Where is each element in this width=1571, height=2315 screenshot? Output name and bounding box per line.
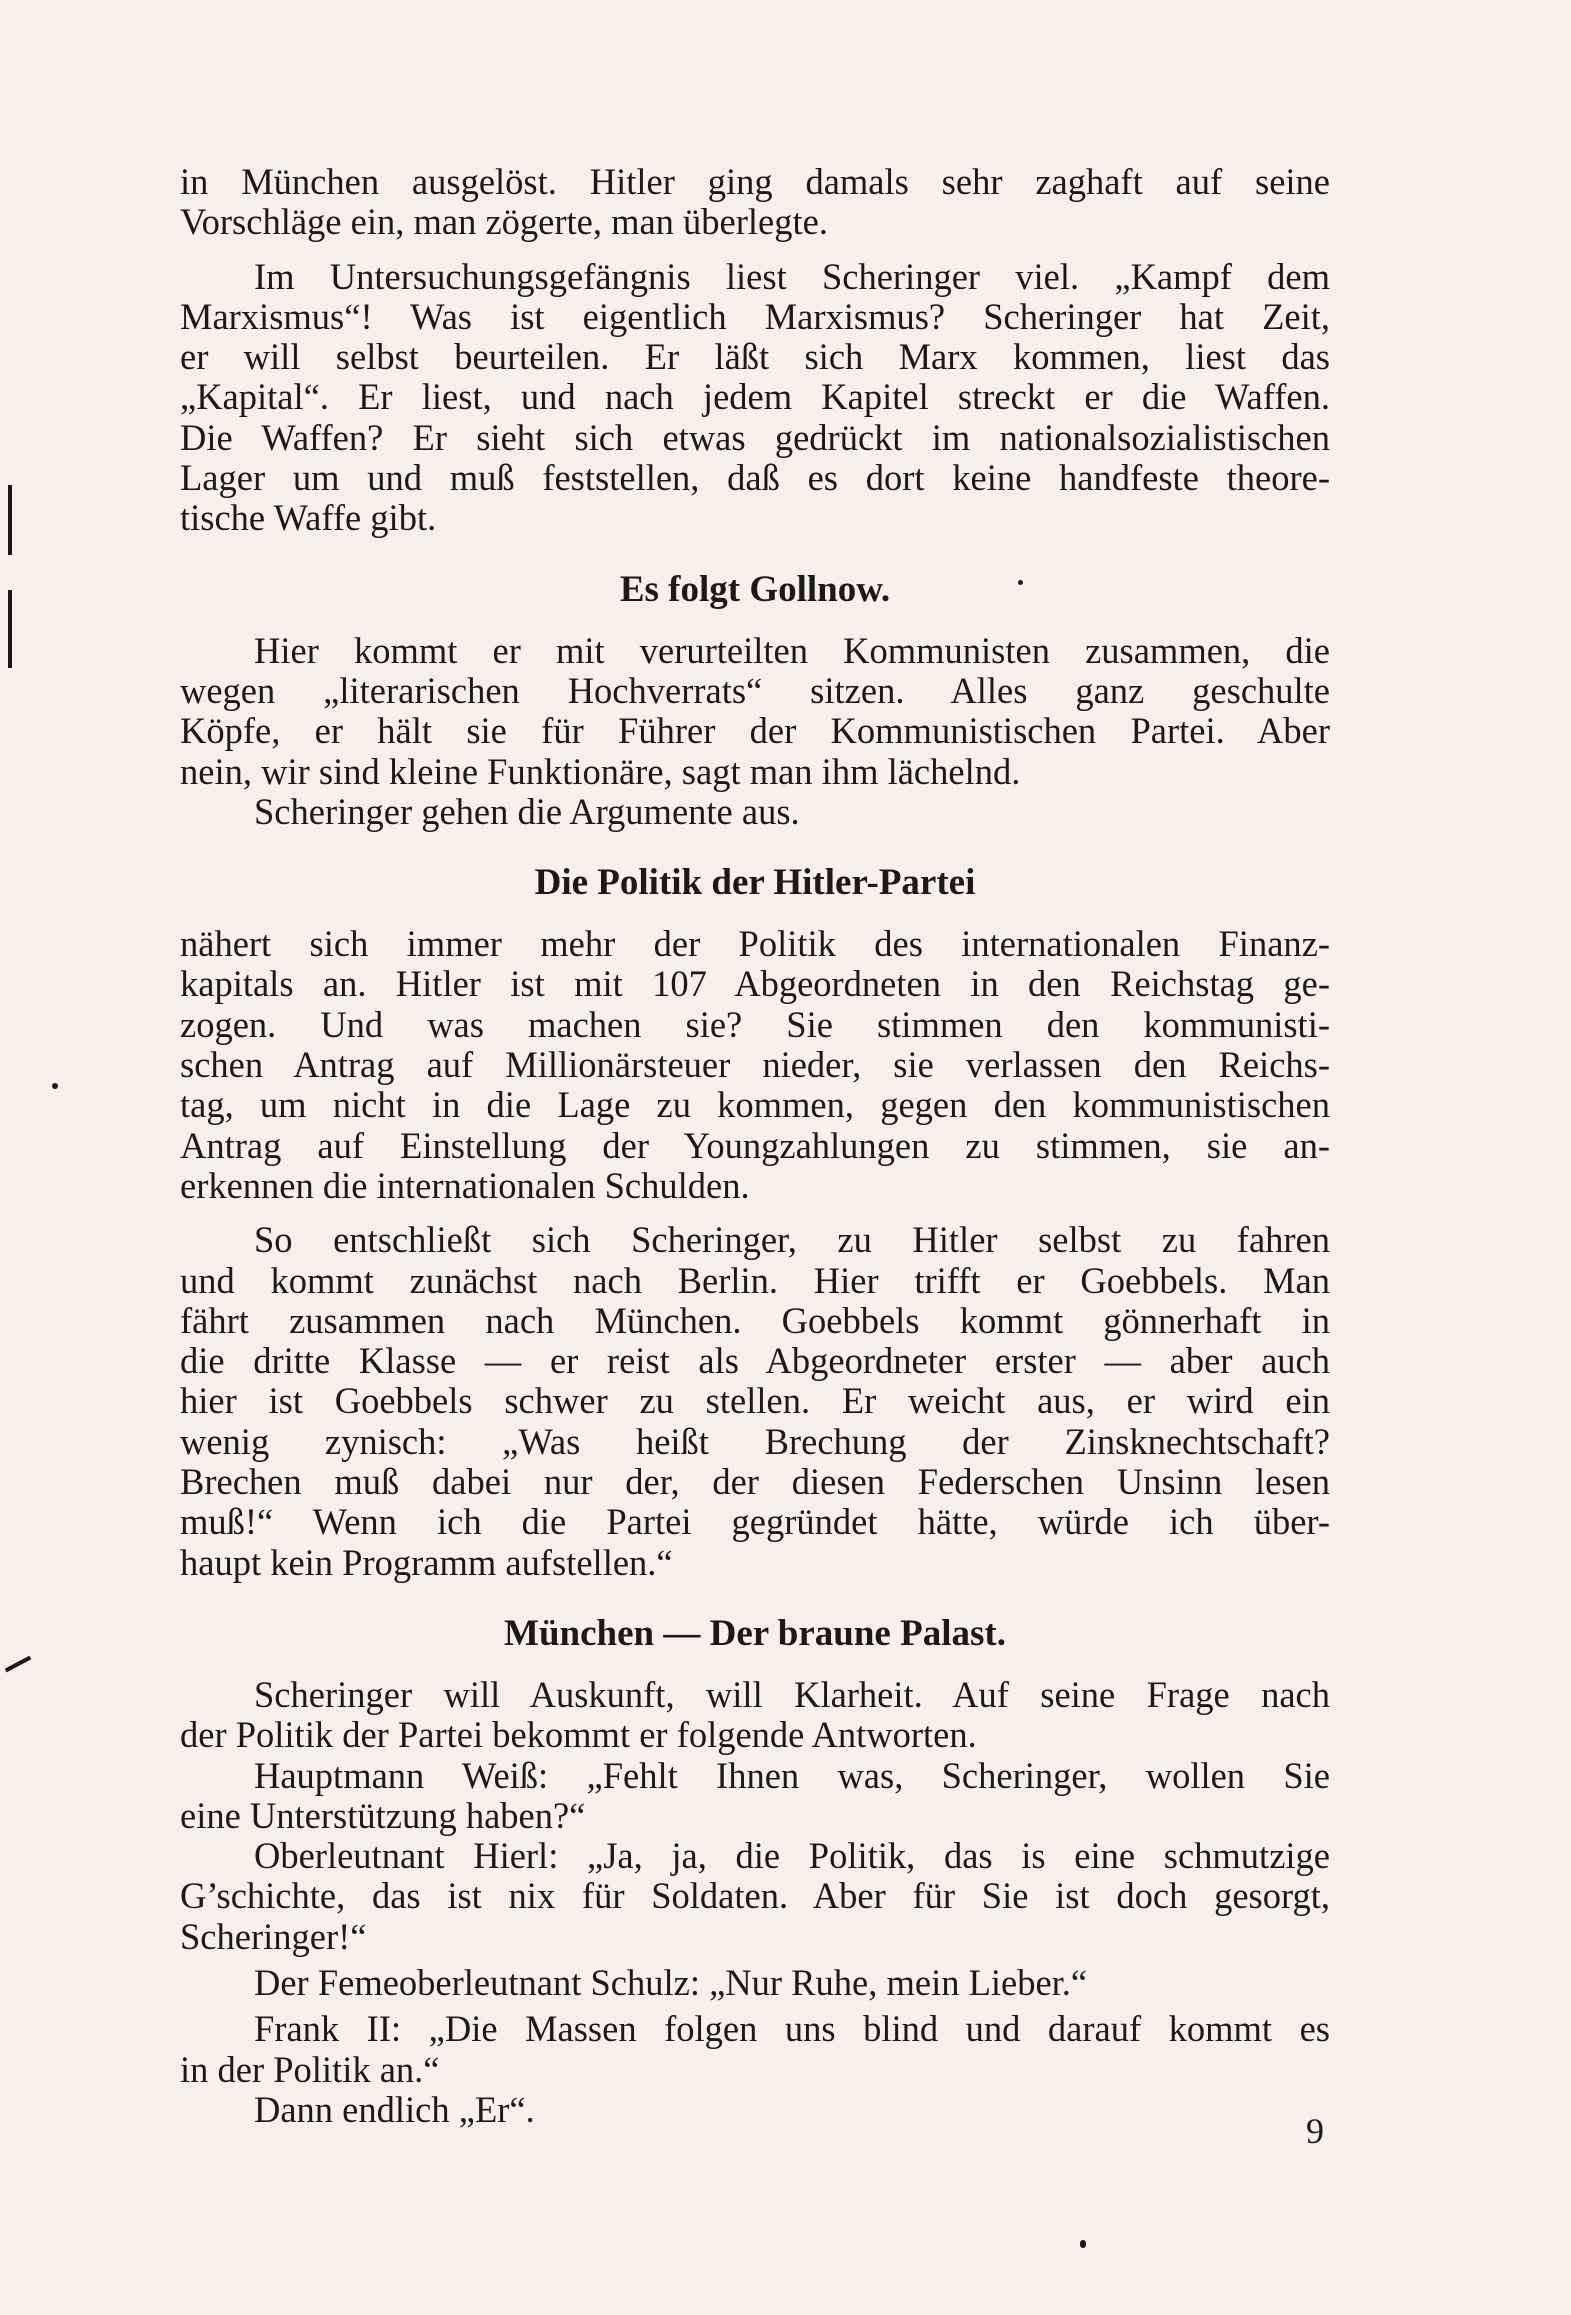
page-number: 9 (1306, 2111, 1324, 2151)
paragraph-9 (180, 1963, 1330, 2003)
paragraph-1 (180, 162, 1330, 243)
text-line: muß!“ Wenn ich die Partei gegründet hätte, würde ich über- (180, 1501, 1330, 1543)
page-body (180, 162, 1330, 2130)
paragraph-2 (180, 257, 1330, 539)
margin-line-mark (8, 485, 12, 555)
text-line: Scheringer!“ (180, 1915, 367, 1957)
text-line: Scheringer gehen die Argumente aus. (254, 790, 800, 832)
margin-dot-mark (1018, 580, 1023, 585)
paragraph-10 (180, 2009, 1330, 2090)
text-line: zogen. Und was machen sie? Sie stimmen den kommunisti- (180, 1003, 1330, 1045)
paragraph-8 (180, 1836, 1330, 1957)
text-line: Scheringer will Auskunft, will Klarheit. Auf seine Frage nach (254, 1673, 1330, 1715)
margin-dot-mark (1080, 2240, 1086, 2248)
text-line: Marxismus“! Was ist eigentlich Marxismus? Scheringer hat Zeit, (180, 295, 1330, 337)
margin-line-mark (8, 590, 12, 668)
text-line: die dritte Klasse — er reist als Abgeordneter erster — aber auch (180, 1340, 1330, 1382)
text-line: eine Unterstützung haben?“ (180, 1794, 586, 1836)
text-line: Köpfe, er hält sie für Führer der Kommunistischen Partei. Aber (180, 710, 1330, 752)
text-line: Im Untersuchungsgefängnis liest Scheringer viel. „Kampf dem (254, 255, 1330, 297)
text-line: tag, um nicht in die Lage zu kommen, gegen den kommunistischen (180, 1084, 1330, 1126)
paragraph-11 (180, 2090, 1330, 2130)
text-line: und kommt zunächst nach Berlin. Hier trifft er Goebbels. Man (180, 1259, 1330, 1301)
text-line: Der Femeoberleutnant Schulz: „Nur Ruhe, mein Lieber.“ (254, 1961, 1088, 2003)
section-heading-politik: Die Politik der Hitler-Partei (534, 862, 976, 904)
text-line: schen Antrag auf Millionärsteuer nieder, sie verlassen den Reichs- (180, 1044, 1330, 1086)
text-line: Frank II: „Die Massen folgen uns blind und darauf kommt es (254, 2008, 1330, 2050)
text-line: kapitals an. Hitler ist mit 107 Abgeordneten in den Reichstag ge- (180, 963, 1330, 1005)
text-line: Lager um und muß feststellen, daß es dort keine handfeste theore- (180, 457, 1330, 499)
paragraph-3 (180, 631, 1330, 832)
text-line: der Politik der Partei bekommt er folgende Antworten. (180, 1714, 977, 1756)
text-line: Brechen muß dabei nur der, der diesen Federschen Unsinn lesen (180, 1461, 1330, 1503)
paragraph-7 (180, 1756, 1330, 1837)
section-heading-gollnow: Es folgt Gollnow. (619, 568, 891, 610)
section-heading-muenchen: München — Der braune Palast. (504, 1612, 1006, 1654)
margin-dot-mark (52, 1083, 58, 1089)
margin-stroke-mark (5, 1656, 32, 1673)
text-line: So entschließt sich Scheringer, zu Hitler selbst zu fahren (254, 1219, 1330, 1261)
text-line: Oberleutnant Hierl: „Ja, ja, die Politik, das is eine schmutzige (254, 1835, 1330, 1877)
text-line: haupt kein Programm aufstellen.“ (180, 1541, 673, 1583)
text-line: hier ist Goebbels schwer zu stellen. Er weicht aus, er wird ein (180, 1380, 1330, 1422)
text-line: erkennen die internationalen Schulden. (180, 1164, 750, 1206)
paragraph-6 (180, 1675, 1330, 1756)
paragraph-4 (180, 924, 1330, 1206)
text-line: nein, wir sind kleine Funktionäre, sagt man ihm lächelnd. (180, 750, 1021, 792)
paragraph-5 (180, 1220, 1330, 1583)
text-line: er will selbst beurteilen. Er läßt sich Marx kommen, liest das (180, 336, 1330, 378)
text-line: Vorschläge ein, man zögerte, man überlegte. (180, 201, 828, 243)
text-line: nähert sich immer mehr der Politik des internationalen Finanz- (180, 923, 1330, 965)
text-line: Hier kommt er mit verurteilten Kommunisten zusammen, die (254, 629, 1330, 671)
text-line: Die Waffen? Er sieht sich etwas gedrückt im nationalsozialistischen (180, 416, 1330, 458)
text-line: Antrag auf Einstellung der Youngzahlungen zu stimmen, sie an- (180, 1124, 1330, 1166)
text-line: Dann endlich „Er“. (254, 2088, 535, 2130)
text-line: „Kapital“. Er liest, und nach jedem Kapitel streckt er die Waffen. (180, 376, 1330, 418)
text-line: in der Politik an.“ (180, 2048, 440, 2090)
text-line: wenig zynisch: „Was heißt Brechung der Zinsknechtschaft? (180, 1420, 1330, 1462)
text-line: wegen „literarischen Hochverrats“ sitzen. Alles ganz geschulte (180, 669, 1330, 711)
text-line: fährt zusammen nach München. Goebbels kommt gönnerhaft in (180, 1299, 1330, 1341)
text-line: G’schichte, das ist nix für Soldaten. Aber für Sie ist doch gesorgt, (180, 1875, 1330, 1917)
text-line: Hauptmann Weiß: „Fehlt Ihnen was, Scheringer, wollen Sie (254, 1754, 1330, 1796)
text-line: in München ausgelöst. Hitler ging damals sehr zaghaft auf seine (180, 161, 1330, 202)
text-line: tische Waffe gibt. (180, 497, 437, 539)
